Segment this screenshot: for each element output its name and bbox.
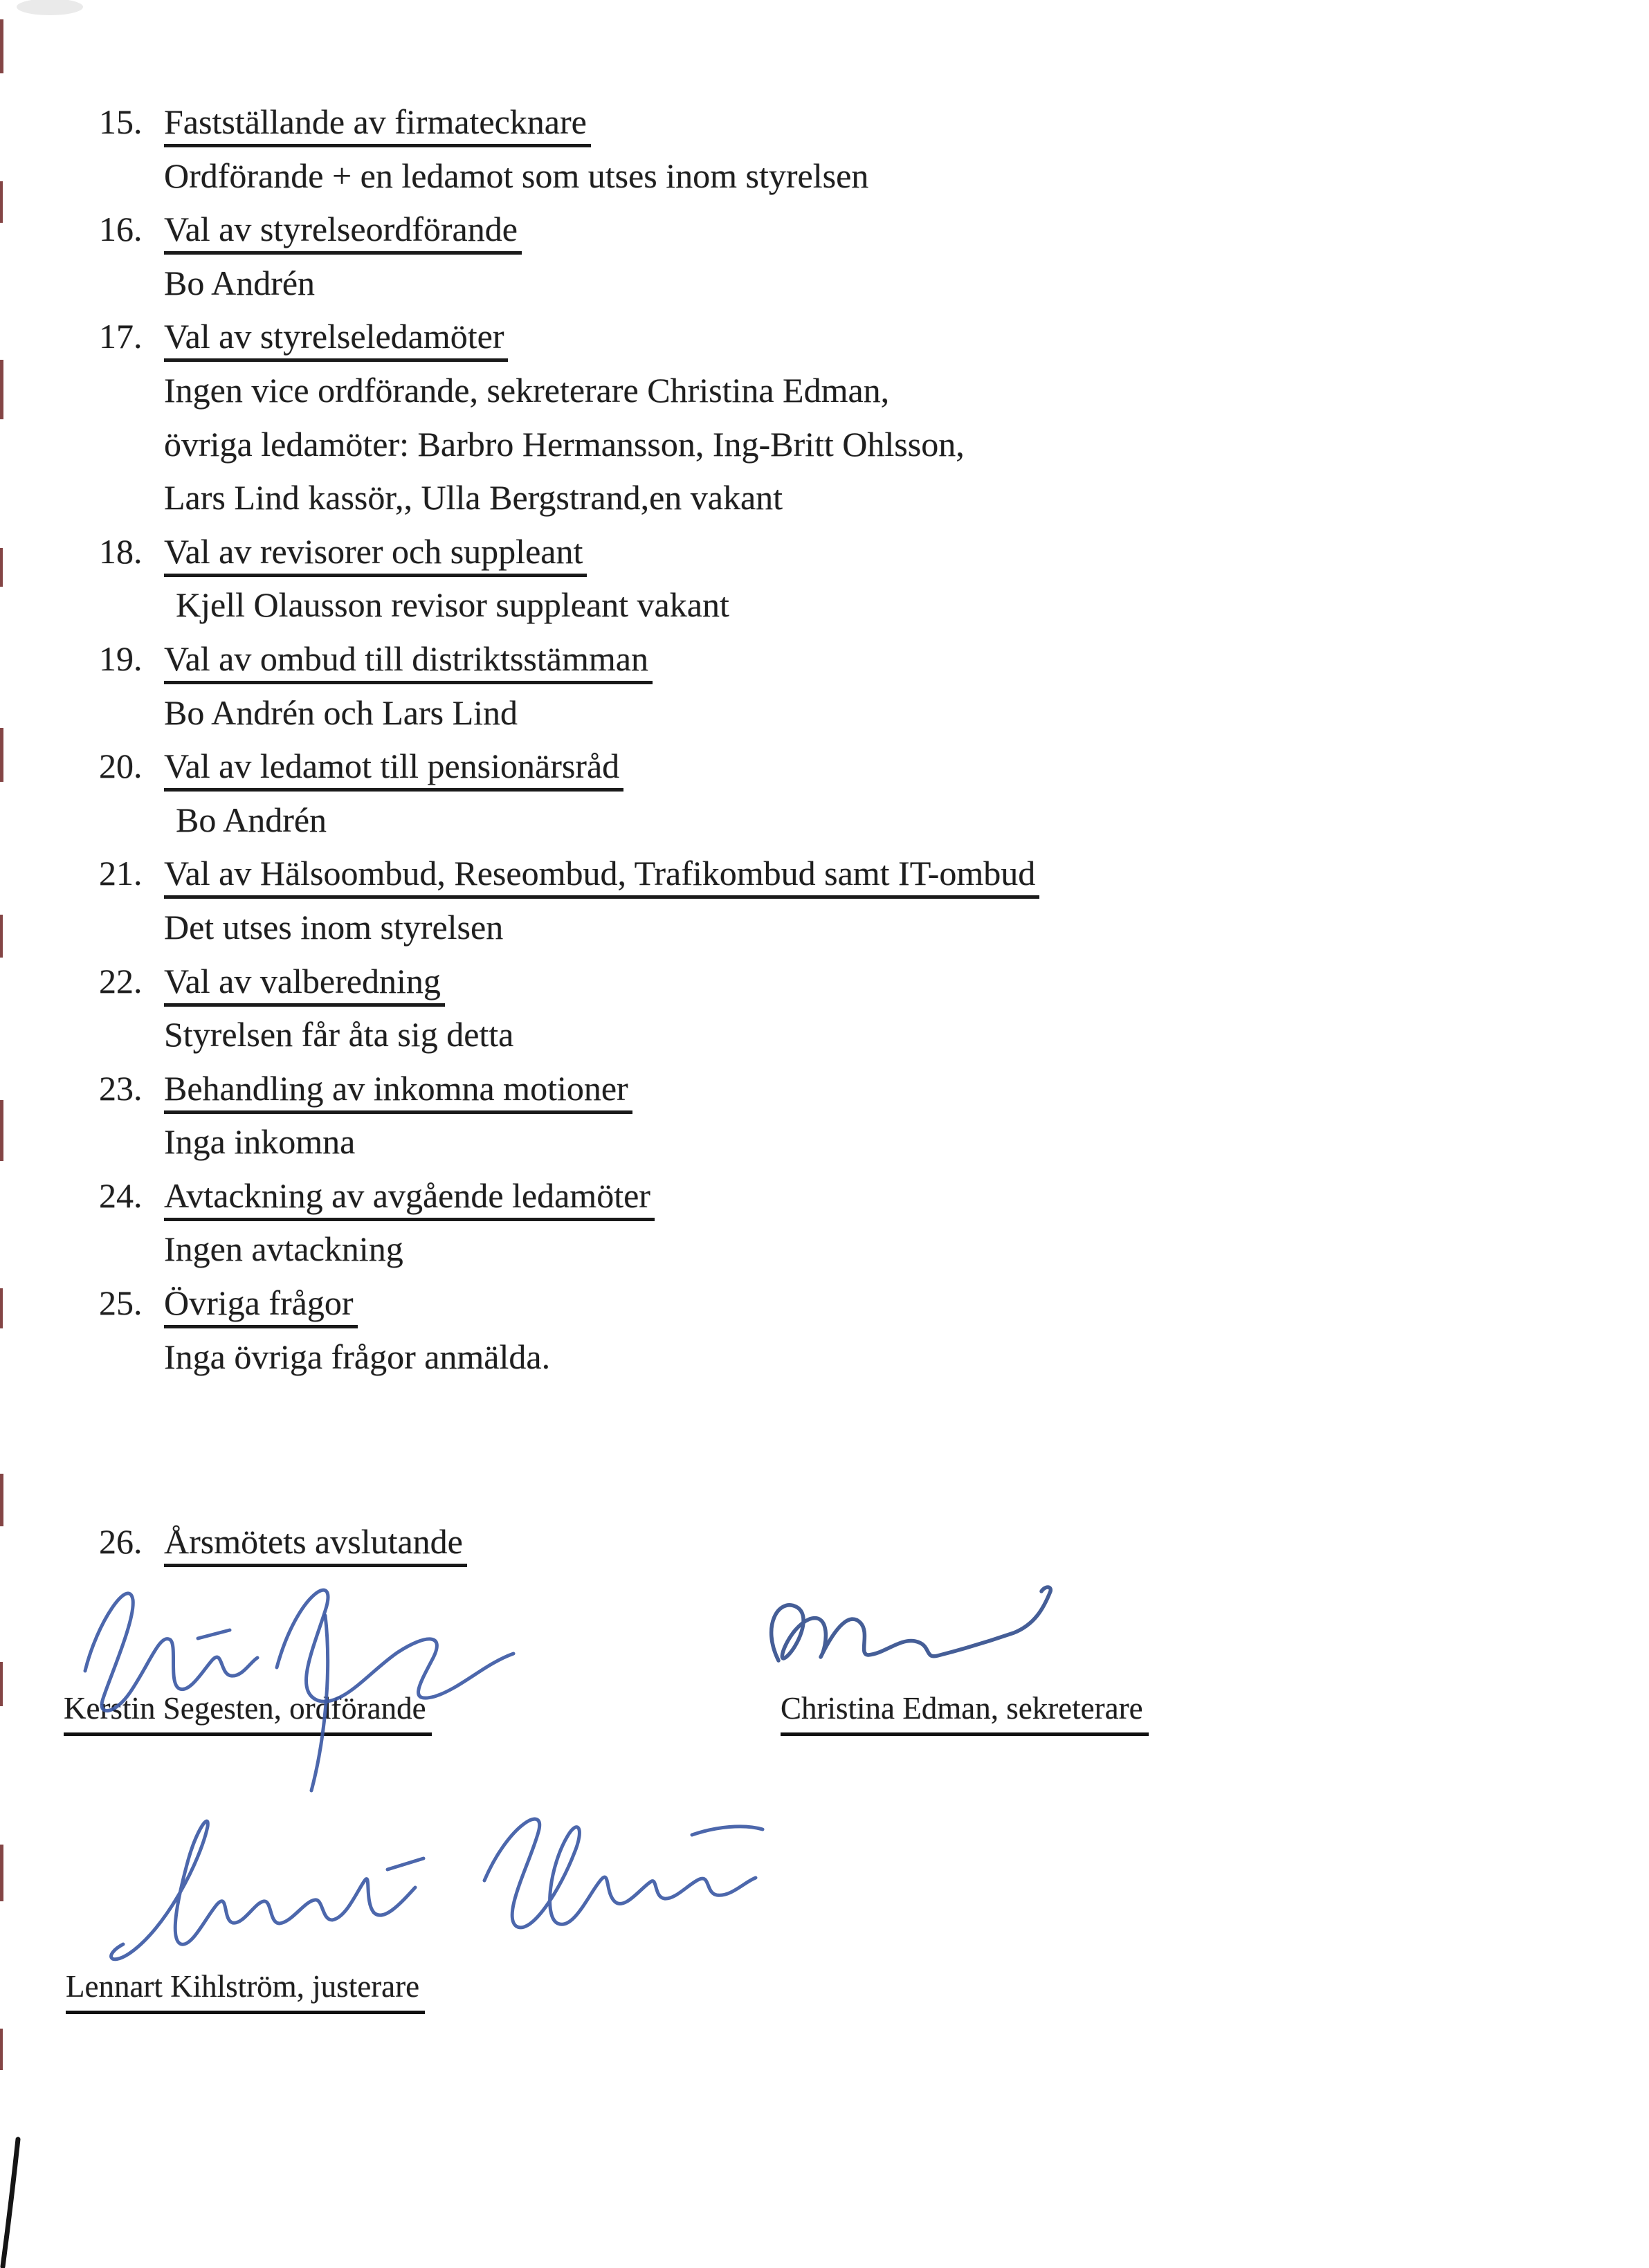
agenda-item-17-title xyxy=(0,310,1649,364)
agenda-item-16-title xyxy=(0,203,1649,257)
item-title: Val av styrelseledamöter xyxy=(164,316,508,362)
scan-corner-streak xyxy=(3,2139,18,2267)
agenda-item-17-body: Lars Lind kassör,, Ulla Bergstrand,en vakant xyxy=(164,478,783,518)
item-title: Avtackning av avgående ledamöter xyxy=(164,1176,655,1221)
item-number: 22. xyxy=(99,961,143,1000)
item-title: Behandling av inkomna motioner xyxy=(164,1068,632,1114)
item-number: 18. xyxy=(99,531,143,571)
agenda-item-15-body: Ordförande + en ledamot som utses inom styrelsen xyxy=(164,156,869,195)
agenda-item-17-body: övriga ledamöter: Barbro Hermansson, Ing-Britt Ohlsson, xyxy=(164,424,965,464)
agenda-item-21-title xyxy=(0,847,1649,901)
agenda-item-25-body: Inga övriga frågor anmälda. xyxy=(164,1337,551,1376)
agenda-item-25-title xyxy=(0,1277,1649,1330)
agenda-list xyxy=(0,95,1649,1384)
item-title: Val av ombud till distriktsstämman xyxy=(164,639,653,684)
signature-label-chairperson: Kerstin Segesten, ordförande xyxy=(64,1690,432,1736)
agenda-item-20-title xyxy=(0,740,1649,794)
agenda-item-26 xyxy=(0,1515,467,1569)
item-number: 17. xyxy=(99,317,143,356)
item-number: 21. xyxy=(99,854,143,893)
item-title: Val av valberedning xyxy=(164,961,445,1007)
agenda-item-26-title xyxy=(0,1515,467,1569)
item-number: 26. xyxy=(99,1522,143,1561)
item-title: Val av revisorer och suppleant xyxy=(164,531,587,577)
agenda-item-15-title xyxy=(0,95,1649,149)
item-number: 25. xyxy=(99,1283,143,1323)
agenda-item-21-body: Det utses inom styrelsen xyxy=(164,907,504,946)
item-title: Val av styrelseordförande xyxy=(164,209,522,255)
item-number: 19. xyxy=(99,639,143,678)
agenda-item-20-body: Bo Andrén xyxy=(176,800,327,839)
agenda-item-23-body: Inga inkomna xyxy=(164,1122,356,1162)
agenda-item-17-body: Ingen vice ordförande, sekreterare Christina Edman, xyxy=(164,370,890,410)
item-title: Övriga frågor xyxy=(164,1283,358,1328)
item-number: 16. xyxy=(99,210,143,249)
agenda-item-22-body: Styrelsen får åta sig detta xyxy=(164,1015,514,1054)
agenda-item-22-title xyxy=(0,955,1649,1009)
agenda-item-24-body: Ingen avtackning xyxy=(164,1229,403,1269)
agenda-item-24-title xyxy=(0,1169,1649,1223)
item-title: Val av ledamot till pensionärsråd xyxy=(164,746,623,792)
agenda-item-23-title xyxy=(0,1062,1649,1116)
scan-smudge xyxy=(17,0,83,15)
agenda-item-18-title xyxy=(0,525,1649,579)
item-number: 20. xyxy=(99,747,143,786)
agenda-item-18-body: Kjell Olausson revisor suppleant vakant xyxy=(176,585,729,625)
item-title: Val av Hälsoombud, Reseombud, Trafikombud samt IT-ombud xyxy=(164,853,1039,899)
signature-label-adjuster: Lennart Kihlström, justerare xyxy=(66,1968,425,2014)
signature-lennart-kihlstrom xyxy=(111,1819,763,1959)
item-title: Årsmötets avslutande xyxy=(164,1521,467,1567)
signature-label-secretary: Christina Edman, sekreterare xyxy=(781,1690,1149,1736)
agenda-item-19-title xyxy=(0,632,1649,686)
agenda-item-16-body: Bo Andrén xyxy=(164,263,316,302)
agenda-item-19-body: Bo Andrén och Lars Lind xyxy=(164,693,518,732)
item-number: 23. xyxy=(99,1068,143,1108)
item-number: 24. xyxy=(99,1176,143,1215)
item-number: 15. xyxy=(99,102,143,141)
item-title: Fastställande av firmatecknare xyxy=(164,102,591,147)
signature-christina-edman xyxy=(772,1587,1051,1661)
